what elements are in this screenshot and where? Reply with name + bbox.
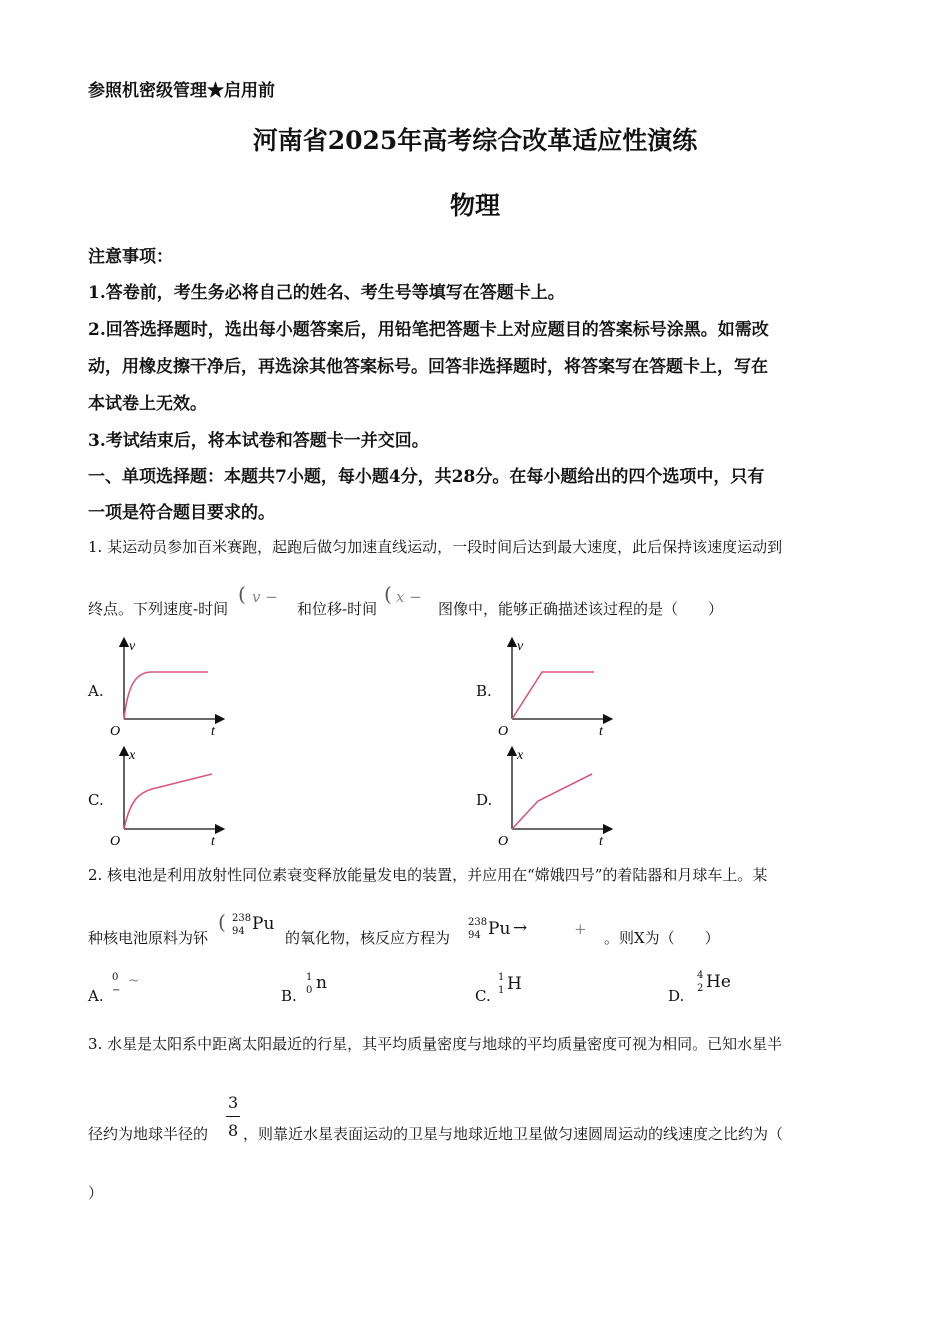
q2-option-d-symbol: He	[706, 972, 731, 992]
notice-item-2-line-3: 本试卷上无效。	[88, 394, 207, 414]
q2-pu-symbol: Pu	[252, 914, 275, 934]
q2-eq-pu-symbol: Pu	[488, 919, 511, 939]
q1-option-c-graph[interactable]	[104, 743, 229, 851]
q2-eq-pu-mass: 238	[468, 917, 488, 928]
axis-x-label: x	[129, 748, 136, 763]
curve	[512, 774, 592, 829]
notice-item-3: 3.考试结束后，将本试卷和答题卡一并交回。	[88, 431, 429, 451]
q1-line-2a: 终点。下列速度-时间	[88, 600, 229, 618]
q2-option-d-bottom: 2	[697, 983, 704, 994]
q1-line-2c: 图像中，能够正确描述该过程的是（ ）	[438, 600, 724, 618]
q3-line-2b: ，则靠近水星表面运动的卫星与地球近地卫星做匀速圆周运动的线速度之比约为（	[243, 1125, 784, 1143]
q1-option-b-graph[interactable]	[492, 634, 617, 742]
q3-line-1: 3. 水星是太阳系中距离太阳最近的行星，其平均质量密度与地球的平均质量密度可视为相同。已知水星半	[88, 1035, 783, 1053]
q1-option-d-graph[interactable]	[492, 743, 617, 851]
q1-line-1: 1. 某运动员参加百米赛跑，起跑后做匀加速直线运动，一段时间后达到最大速度，此后保持该速度运动到	[88, 538, 783, 556]
q2-line-2b: 的氧化物，核反应方程为	[285, 929, 451, 947]
axis-t-label: t	[599, 724, 603, 739]
curve	[124, 774, 212, 829]
axis-v-label: v	[517, 639, 524, 654]
q1-option-c-label[interactable]: C.	[88, 791, 104, 809]
q2-option-c-top: 1	[498, 972, 505, 983]
notice-item-2-line-2: 动，用橡皮擦干净后，再选涂其他答案标号。回答非选择题时，将答案写在答题卡上，写在	[88, 357, 768, 377]
origin-label: O	[110, 834, 121, 849]
q3-fraction-bar	[226, 1116, 240, 1117]
axis-t-label: t	[211, 724, 215, 739]
q2-line-1: 2. 核电池是利用放射性同位素衰变释放能量发电的装置，并应用在“嫦娥四号”的着陆器和月球车上。某	[88, 866, 768, 884]
q2-option-c-bottom: 1	[498, 985, 505, 996]
q2-option-a-top: 0	[112, 972, 119, 983]
q2-eq-pu-num: 94	[468, 930, 481, 941]
q2-option-c-symbol: H	[507, 974, 522, 994]
notice-item-1: 1.答卷前，考生务必将自己的姓名、考生号等填写在答题卡上。	[88, 283, 565, 303]
exam-title: 河南省2025年高考综合改革适应性演练	[252, 126, 698, 155]
q2-option-b-bottom: 0	[306, 985, 313, 996]
q2-option-d-top: 4	[697, 970, 704, 981]
subject-title: 物理	[449, 191, 500, 220]
q2-paren-left: (	[218, 910, 226, 934]
q1-option-a-label[interactable]: A.	[88, 682, 104, 700]
q2-option-c-label[interactable]: C.	[475, 987, 491, 1005]
q2-option-a-label[interactable]: A.	[88, 987, 104, 1005]
axis-t-label: t	[211, 834, 215, 849]
q2-option-b-symbol: n	[316, 973, 327, 993]
q2-line-2a: 种核电池原料为钚	[88, 929, 209, 947]
q1-option-d-label[interactable]: D.	[476, 791, 493, 809]
q1-paren-left-2: (	[384, 582, 392, 606]
q3-line-3: ）	[88, 1184, 104, 1202]
notice-item-2-line-1: 2.回答选择题时，选出每小题答案后，用铅笔把答题卡上对应题目的答案标号涂黑。如需改	[88, 320, 769, 340]
q1-option-b-label[interactable]: B.	[476, 682, 492, 700]
q3-fraction-denominator: 8	[228, 1121, 239, 1140]
section-heading-line-2: 一项是符合题目要求的。	[88, 503, 275, 523]
q2-line-2c: 。则X为（ ）	[604, 929, 720, 947]
q2-eq-plus: +	[574, 920, 587, 938]
q3-line-2a: 径约为地球半径的	[88, 1125, 209, 1143]
origin-label: O	[110, 724, 121, 739]
axis-x-label: x	[517, 748, 524, 763]
q2-pu-num: 94	[232, 926, 245, 937]
notice-heading: 注意事项：	[88, 247, 173, 267]
q1-line-2b: 和位移-时间	[297, 600, 378, 618]
q1-formula-x: x −	[396, 588, 422, 606]
curve	[512, 672, 594, 719]
q2-option-a-symbol: ~	[128, 973, 140, 989]
axis-t-label: t	[599, 834, 603, 849]
q3-fraction-numerator: 3	[228, 1093, 239, 1112]
q1-option-a-graph[interactable]	[104, 634, 229, 742]
axis-v-label: v	[129, 639, 136, 654]
q2-pu-mass: 238	[232, 913, 252, 924]
q2-option-b-top: 1	[306, 972, 313, 983]
section-heading-line-1: 一、单项选择题：本题共7小题，每小题4分，共28分。在每小题给出的四个选项中，只有	[88, 467, 765, 487]
origin-label: O	[498, 834, 509, 849]
origin-label: O	[498, 724, 509, 739]
q2-option-d-label[interactable]: D.	[668, 987, 685, 1005]
q1-formula-v: v −	[252, 588, 278, 606]
q2-option-a-bottom: −	[112, 985, 121, 996]
curve	[124, 672, 208, 719]
q2-option-b-label[interactable]: B.	[281, 987, 297, 1005]
confidential-label: 参照机密级管理★启用前	[88, 81, 275, 101]
q2-eq-arrow: →	[513, 918, 528, 938]
q1-paren-left-1: (	[238, 582, 246, 606]
